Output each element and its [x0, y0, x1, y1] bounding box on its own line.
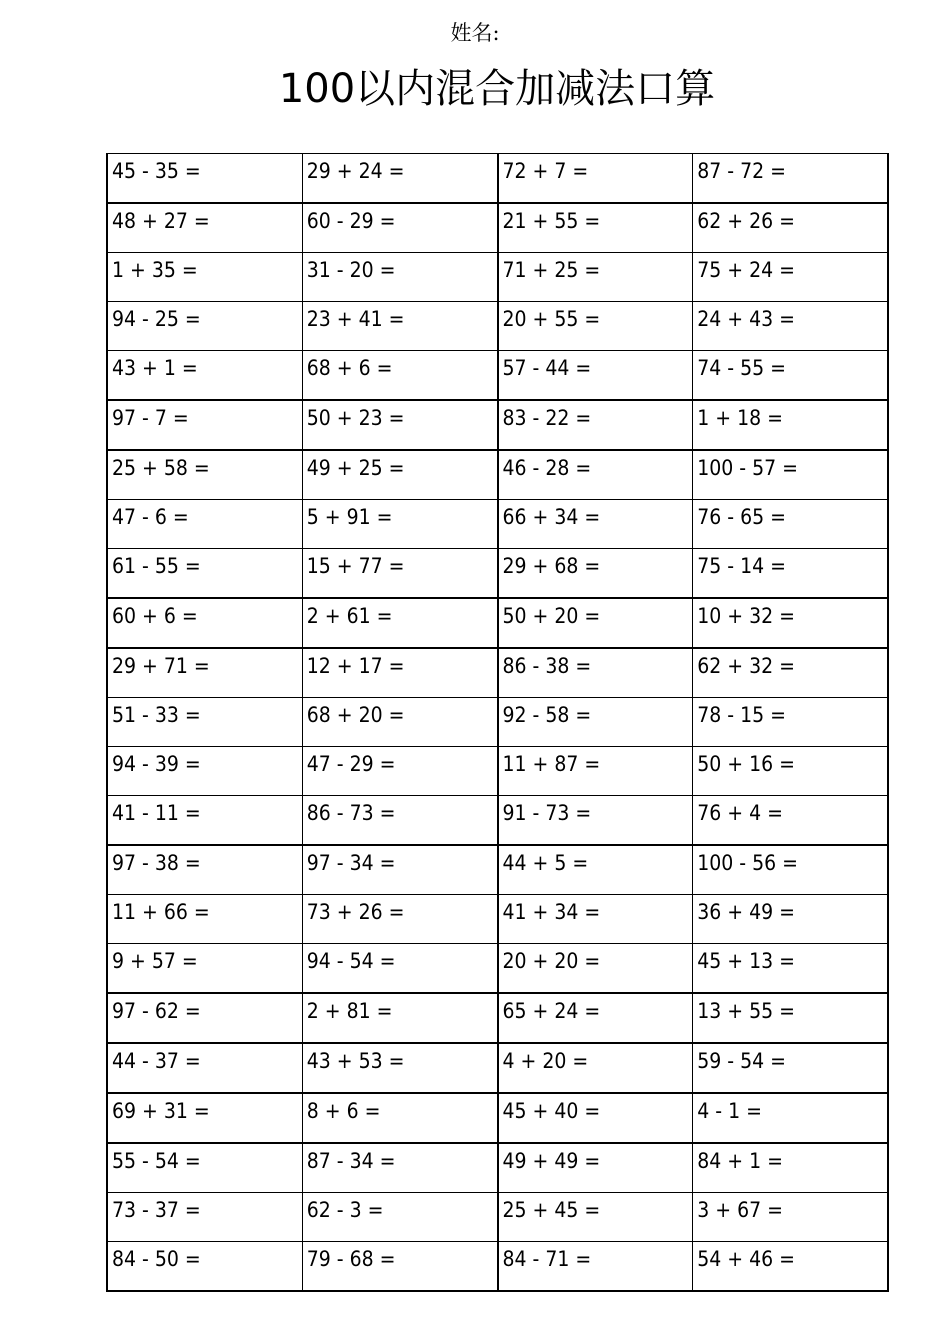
table-row — [107, 796, 888, 846]
problem-cell: 44 - 37 = — [107, 1043, 302, 1093]
problem-cell: 47 - 29 = — [302, 747, 497, 796]
name-label: 姓名: — [450, 21, 500, 45]
problem-cell: 29 + 24 = — [302, 154, 497, 204]
problem-cell: 2 + 61 = — [302, 598, 497, 648]
problem-cell: 87 - 72 = — [693, 154, 888, 204]
problem-cell: 68 + 6 = — [302, 351, 497, 401]
problem-cell: 21 + 55 = — [498, 203, 693, 253]
problem-cell: 9 + 57 = — [107, 944, 302, 994]
problem-cell: 1 + 35 = — [107, 253, 302, 302]
worksheet-title: 100以内混合加减法口算 — [278, 66, 716, 112]
problem-cell: 74 - 55 = — [693, 351, 888, 401]
problem-cell: 48 + 27 = — [107, 203, 302, 253]
problem-cell: 65 + 24 = — [498, 993, 693, 1043]
table-row — [107, 598, 888, 648]
table-row — [107, 648, 888, 698]
problem-cell: 5 + 91 = — [302, 500, 497, 549]
problem-cell: 83 - 22 = — [498, 400, 693, 450]
problem-cell: 97 - 7 = — [107, 400, 302, 450]
problem-cell: 61 - 55 = — [107, 549, 302, 599]
problem-cell: 71 + 25 = — [498, 253, 693, 302]
problem-cell: 69 + 31 = — [107, 1093, 302, 1143]
problem-cell: 43 + 53 = — [302, 1043, 497, 1093]
problem-cell: 100 - 56 = — [693, 845, 888, 895]
problem-table-body — [107, 154, 888, 1292]
problem-cell: 94 - 54 = — [302, 944, 497, 994]
problem-cell: 23 + 41 = — [302, 302, 497, 351]
problem-cell: 25 + 58 = — [107, 450, 302, 500]
problem-cell: 97 - 62 = — [107, 993, 302, 1043]
problem-cell: 60 + 6 = — [107, 598, 302, 648]
problem-cell: 1 + 18 = — [693, 400, 888, 450]
problem-table — [106, 153, 889, 1292]
table-row — [107, 993, 888, 1043]
table-row — [107, 549, 888, 599]
problem-cell: 51 - 33 = — [107, 698, 302, 747]
problem-cell: 75 + 24 = — [693, 253, 888, 302]
problem-cell: 62 + 32 = — [693, 648, 888, 698]
problem-cell: 91 - 73 = — [498, 796, 693, 846]
problem-cell: 50 + 23 = — [302, 400, 497, 450]
problem-cell: 4 - 1 = — [693, 1093, 888, 1143]
problem-cell: 92 - 58 = — [498, 698, 693, 747]
problem-cell: 8 + 6 = — [302, 1093, 497, 1143]
problem-cell: 73 - 37 = — [107, 1193, 302, 1242]
table-row — [107, 400, 888, 450]
problem-cell: 78 - 15 = — [693, 698, 888, 747]
table-row — [107, 944, 888, 994]
problem-cell: 54 + 46 = — [693, 1242, 888, 1292]
problem-cell: 76 - 65 = — [693, 500, 888, 549]
table-row — [107, 450, 888, 500]
problem-cell: 25 + 45 = — [498, 1193, 693, 1242]
problem-cell: 100 - 57 = — [693, 450, 888, 500]
problem-cell: 62 - 3 = — [302, 1193, 497, 1242]
problem-cell: 41 - 11 = — [107, 796, 302, 846]
problem-cell: 11 + 87 = — [498, 747, 693, 796]
problem-cell: 59 - 54 = — [693, 1043, 888, 1093]
problem-cell: 24 + 43 = — [693, 302, 888, 351]
problem-cell: 45 + 13 = — [693, 944, 888, 994]
problem-cell: 36 + 49 = — [693, 895, 888, 944]
table-row — [107, 351, 888, 401]
problem-cell: 66 + 34 = — [498, 500, 693, 549]
problem-cell: 62 + 26 = — [693, 203, 888, 253]
table-row — [107, 1193, 888, 1242]
problem-cell: 86 - 73 = — [302, 796, 497, 846]
table-row — [107, 500, 888, 549]
problem-cell: 75 - 14 = — [693, 549, 888, 599]
problem-cell: 31 - 20 = — [302, 253, 497, 302]
problem-cell: 57 - 44 = — [498, 351, 693, 401]
problem-cell: 45 + 40 = — [498, 1093, 693, 1143]
problem-cell: 43 + 1 = — [107, 351, 302, 401]
table-row — [107, 154, 888, 204]
problem-cell: 50 + 16 = — [693, 747, 888, 796]
problem-cell: 3 + 67 = — [693, 1193, 888, 1242]
problem-cell: 79 - 68 = — [302, 1242, 497, 1292]
problem-cell: 10 + 32 = — [693, 598, 888, 648]
problem-cell: 50 + 20 = — [498, 598, 693, 648]
problem-cell: 84 + 1 = — [693, 1143, 888, 1193]
problem-cell: 47 - 6 = — [107, 500, 302, 549]
problem-cell: 94 - 25 = — [107, 302, 302, 351]
problem-cell: 97 - 38 = — [107, 845, 302, 895]
table-row — [107, 1093, 888, 1143]
problem-cell: 4 + 20 = — [498, 1043, 693, 1093]
table-row — [107, 845, 888, 895]
problem-cell: 55 - 54 = — [107, 1143, 302, 1193]
problem-cell: 2 + 81 = — [302, 993, 497, 1043]
table-row — [107, 1143, 888, 1193]
problem-cell: 45 - 35 = — [107, 154, 302, 204]
problem-cell: 86 - 38 = — [498, 648, 693, 698]
problem-cell: 15 + 77 = — [302, 549, 497, 599]
problem-cell: 12 + 17 = — [302, 648, 497, 698]
table-row — [107, 1242, 888, 1292]
table-row — [107, 747, 888, 796]
problem-cell: 87 - 34 = — [302, 1143, 497, 1193]
problem-cell: 68 + 20 = — [302, 698, 497, 747]
problem-cell: 44 + 5 = — [498, 845, 693, 895]
problem-cell: 13 + 55 = — [693, 993, 888, 1043]
problem-cell: 73 + 26 = — [302, 895, 497, 944]
problem-cell: 84 - 71 = — [498, 1242, 693, 1292]
problem-cell: 60 - 29 = — [302, 203, 497, 253]
table-row — [107, 698, 888, 747]
problem-cell: 97 - 34 = — [302, 845, 497, 895]
problem-cell: 46 - 28 = — [498, 450, 693, 500]
problem-cell: 72 + 7 = — [498, 154, 693, 204]
problem-cell: 49 + 25 = — [302, 450, 497, 500]
table-row — [107, 203, 888, 253]
table-row — [107, 895, 888, 944]
problem-cell: 49 + 49 = — [498, 1143, 693, 1193]
table-row — [107, 1043, 888, 1093]
problem-cell: 29 + 71 = — [107, 648, 302, 698]
table-row — [107, 253, 888, 302]
problem-cell: 94 - 39 = — [107, 747, 302, 796]
problem-cell: 41 + 34 = — [498, 895, 693, 944]
problem-cell: 20 + 55 = — [498, 302, 693, 351]
problem-cell: 11 + 66 = — [107, 895, 302, 944]
table-row — [107, 302, 888, 351]
problem-cell: 29 + 68 = — [498, 549, 693, 599]
problem-cell: 76 + 4 = — [693, 796, 888, 846]
problem-cell: 84 - 50 = — [107, 1242, 302, 1292]
problem-cell: 20 + 20 = — [498, 944, 693, 994]
